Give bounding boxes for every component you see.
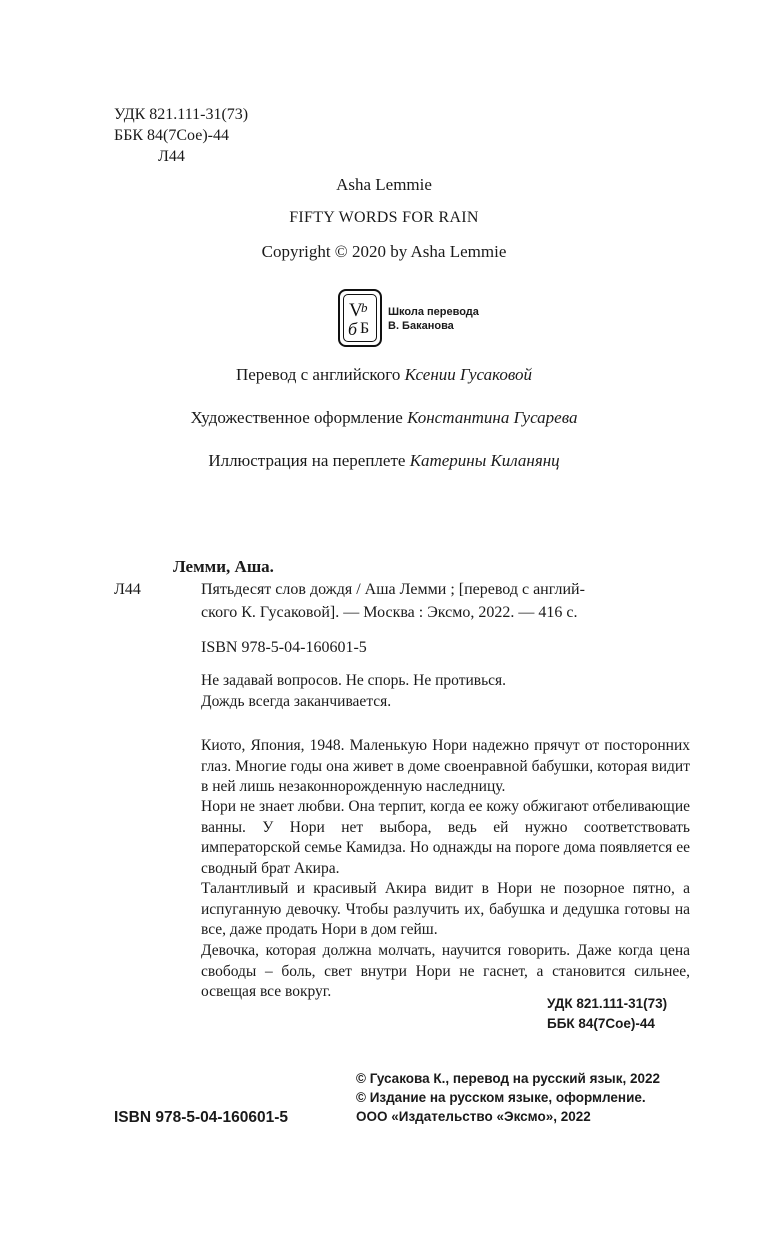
- footer-isbn: ISBN 978-5-04-160601-5: [114, 1109, 289, 1126]
- logo-line1: Школа перевода: [388, 306, 479, 318]
- original-title: FIFTY WORDS FOR RAIN: [289, 209, 479, 226]
- bbk-code: ББК 84(7Сое)-44: [114, 127, 229, 144]
- udk-code: УДК 821.111-31(73): [114, 106, 249, 123]
- illustration-credit: Иллюстрация на переплете Катерины Киланянц: [208, 451, 560, 470]
- catalog-heading: Лемми, Аша.: [173, 557, 274, 576]
- original-author: Asha Lemmie: [336, 175, 432, 194]
- epigraph-line1: Не задавай вопросов. Не спорь. Не противься.: [201, 672, 507, 689]
- annotation-paragraph: Талантливый и красивый Акира видит в Нори не позорное пятно, а испуганную девочку. Чтобы разлучить их, бабушка и дедушка готовы на все, даже продать Нори в дом гейш.: [201, 880, 690, 938]
- annotation-paragraph: Нори не знает любви. Она терпит, когда ее кожу обжигают отбеливающие ванны. У Нори нет выбора, ведь ей нужно соответствовать императорской семье Камидза. Но однажды на пороге дома появляется ее сводный брат Акира.: [201, 798, 690, 877]
- catalog-code: Л44: [114, 581, 141, 598]
- design-credit: Художественное оформление Константина Гусарева: [190, 408, 578, 427]
- bbk-index-right: ББК 84(7Сое)-44: [547, 1016, 655, 1031]
- copyright-edition: © Издание на русском языке, оформление.: [356, 1090, 646, 1105]
- annotation-paragraph: Киото, Япония, 1948. Маленькую Нори надежно прячут от посторонних глаз. Многие годы она живет в доме своенравной бабушки, которая видит в ней лишь незаконнорожденную наследницу.: [201, 737, 690, 795]
- svg-text:Б: Б: [360, 320, 370, 337]
- annotation-paragraph: Девочка, которая должна молчать, научится говорить. Даже когда цена свободы – боль, свет внутри Нори не гаснет, а становится сильнее, освещая все вокруг.: [201, 942, 690, 1000]
- author-mark: Л44: [158, 148, 185, 165]
- catalog-isbn: ISBN 978-5-04-160601-5: [201, 639, 367, 656]
- epigraph-line2: Дождь всегда заканчивается.: [201, 693, 392, 710]
- copyright-translation: © Гусакова К., перевод на русский язык, 2022: [356, 1071, 660, 1086]
- vb-logo-icon: [338, 289, 382, 347]
- udk-index-right: УДК 821.111-31(73): [547, 996, 668, 1011]
- svg-text:б: б: [348, 319, 358, 339]
- svg-text:b: b: [361, 300, 368, 315]
- logo-line2: В. Баканова: [388, 320, 454, 332]
- svg-text:V: V: [349, 300, 363, 321]
- copyright-line: Copyright © 2020 by Asha Lemmie: [261, 242, 507, 261]
- catalog-line2: ского К. Гусаковой]. — Москва : Эксмо, 2022. — 416 с.: [201, 604, 578, 621]
- catalog-line1: Пятьдесят слов дождя / Аша Лемми ; [перевод с англий-: [201, 581, 585, 598]
- copyright-publisher: ООО «Издательство «Эксмо», 2022: [356, 1109, 591, 1124]
- translator-credit: Перевод с английского Ксении Гусаковой: [235, 365, 533, 384]
